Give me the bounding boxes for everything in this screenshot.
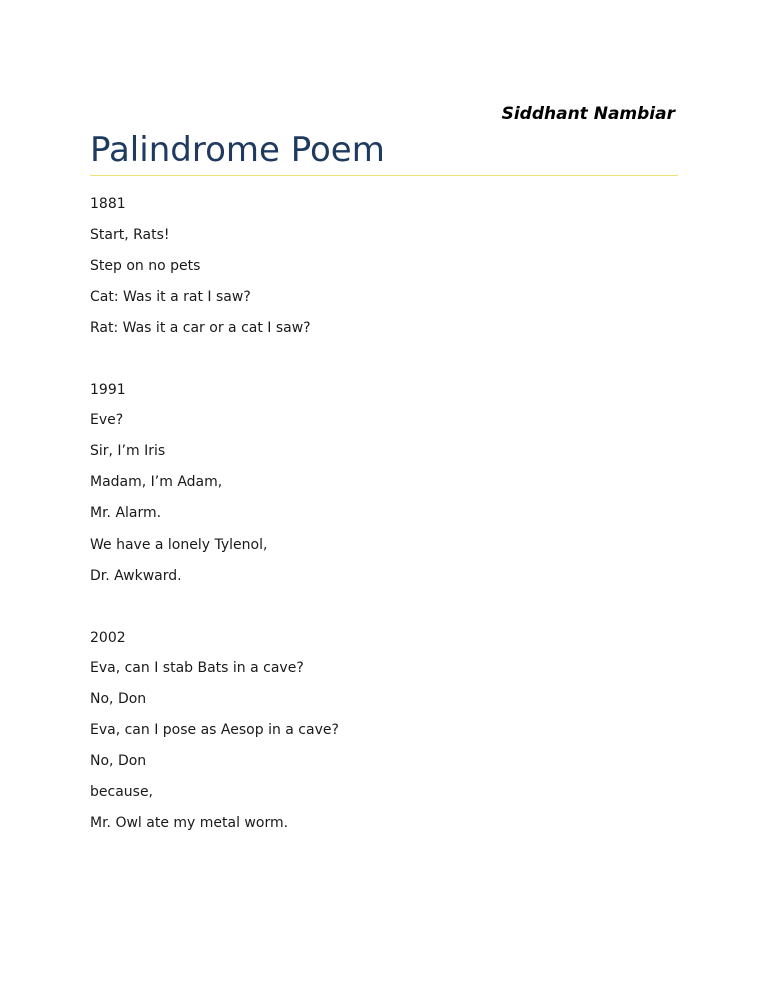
poem-line: Cat: Was it a rat I saw? <box>90 289 251 305</box>
poem-line: because, <box>90 784 154 800</box>
page-title: Palindrome Poem <box>90 130 385 170</box>
poem-line: Eve? <box>90 412 124 428</box>
poem-line: Madam, I’m Adam, <box>90 474 223 490</box>
poem-line: Mr. Alarm. <box>90 505 162 521</box>
poem-line: Rat: Was it a car or a cat I saw? <box>90 320 311 336</box>
stanza-year: 1991 <box>90 382 126 398</box>
stanza-year: 2002 <box>90 630 126 646</box>
poem-line: Dr. Awkward. <box>90 568 182 584</box>
poem-line: Step on no pets <box>90 258 201 274</box>
poem-line: Mr. Owl ate my metal worm. <box>90 815 289 831</box>
poem-line: Eva, can I pose as Aesop in a cave? <box>90 722 339 738</box>
stanza-year: 1881 <box>90 196 126 212</box>
poem-line: Eva, can I stab Bats in a cave? <box>90 660 304 676</box>
poem-line: Sir, I’m Iris <box>90 443 166 459</box>
title-divider <box>90 175 678 176</box>
author-name: Siddhant Nambiar <box>501 104 675 124</box>
poem-line: No, Don <box>90 753 147 769</box>
poem-line: No, Don <box>90 691 147 707</box>
poem-line: Start, Rats! <box>90 227 170 243</box>
poem-line: We have a lonely Tylenol, <box>90 537 268 553</box>
